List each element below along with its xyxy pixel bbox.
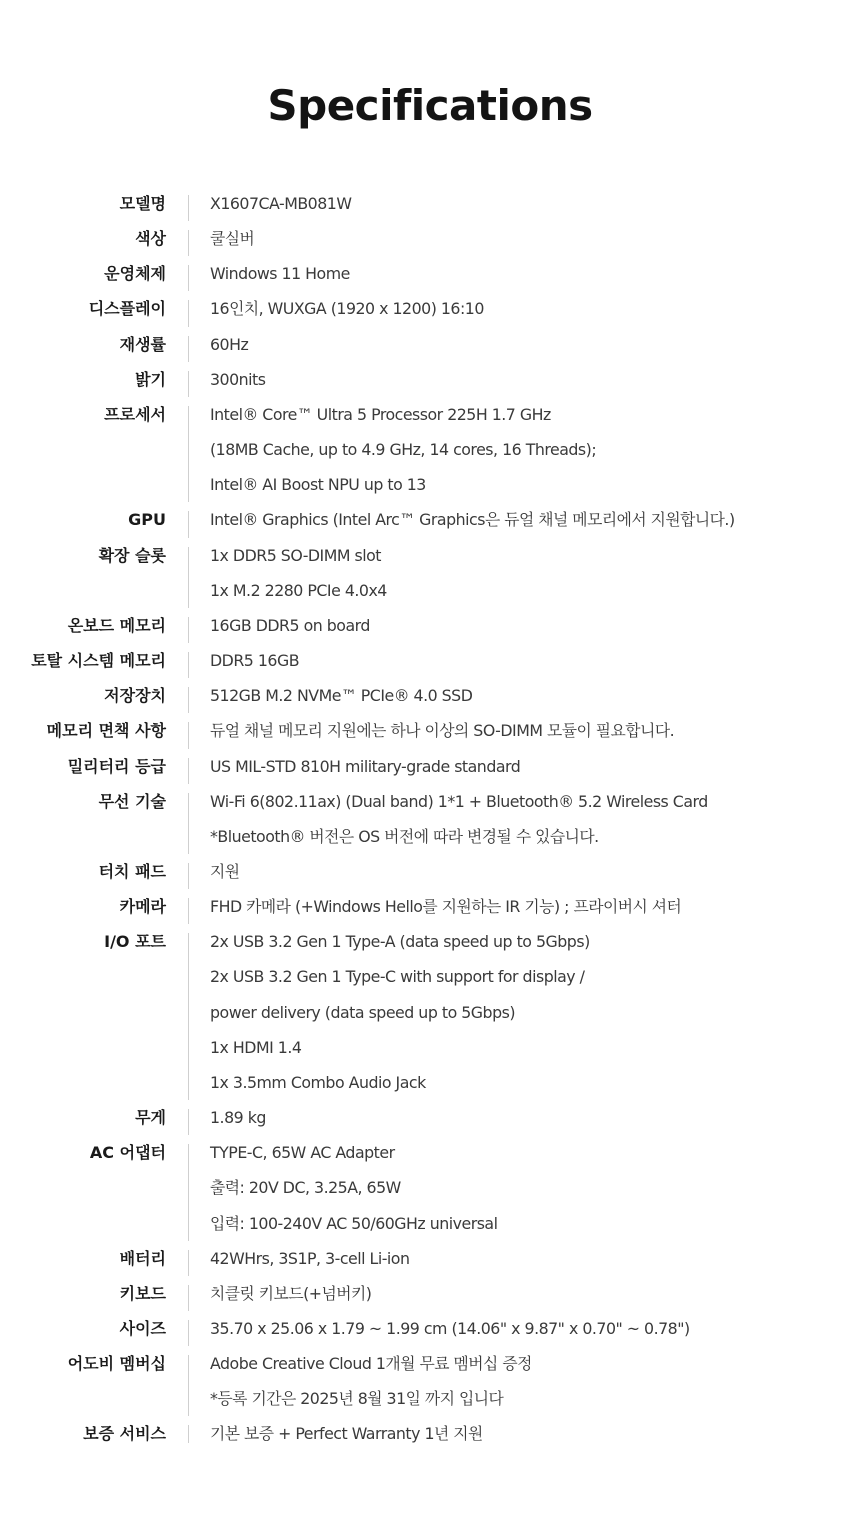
spec-row xyxy=(0,784,860,854)
spec-divider xyxy=(188,336,189,362)
spec-values xyxy=(210,538,860,608)
spec-values xyxy=(210,924,860,1100)
spec-divider xyxy=(188,265,189,291)
spec-row xyxy=(0,362,860,397)
spec-values xyxy=(210,854,860,889)
spec-row xyxy=(0,1346,860,1416)
spec-values xyxy=(210,784,860,854)
page-title: Specifications xyxy=(267,81,593,130)
spec-label: 재생률 xyxy=(119,334,166,354)
spec-value: 300nits xyxy=(210,369,266,389)
spec-value: FHD 카메라 (+Windows Hello를 지원하는 IR 기능) ; 프라이버시 셔터 xyxy=(210,897,682,917)
spec-value: 1x HDMI 1.4 xyxy=(210,1037,302,1057)
spec-label: 밝기 xyxy=(135,369,166,389)
spec-divider xyxy=(188,1144,189,1240)
spec-value: 듀얼 채널 메모리 지원에는 하나 이상의 SO-DIMM 모듈이 필요합니다. xyxy=(210,721,675,741)
spec-value: Intel® AI Boost NPU up to 13 xyxy=(210,475,426,495)
spec-row xyxy=(0,397,860,502)
spec-label: 사이즈 xyxy=(119,1319,166,1338)
spec-divider xyxy=(188,1250,189,1276)
spec-row xyxy=(0,327,860,362)
spec-label: 터치 패드 xyxy=(98,861,166,881)
spec-value: 지원 xyxy=(210,861,240,881)
spec-row xyxy=(0,1135,860,1240)
spec-label: 밀리터리 등급 xyxy=(67,756,166,776)
spec-label: 토탈 시스템 메모리 xyxy=(31,651,166,671)
spec-values xyxy=(210,1135,860,1240)
spec-values xyxy=(210,221,860,256)
spec-value: 35.70 x 25.06 x 1.79 ~ 1.99 cm (14.06" x 9.87" x 0.70" ~ 0.78") xyxy=(210,1319,690,1338)
spec-values xyxy=(210,502,860,537)
spec-row xyxy=(0,678,860,713)
spec-values xyxy=(210,889,860,924)
spec-values xyxy=(210,1346,860,1416)
spec-label: 보증 서비스 xyxy=(83,1424,166,1444)
spec-row xyxy=(0,924,860,1100)
spec-label: 운영체제 xyxy=(104,264,166,284)
spec-values xyxy=(210,1311,860,1346)
spec-divider xyxy=(188,511,189,537)
spec-row xyxy=(0,749,860,784)
spec-row xyxy=(0,538,860,608)
spec-value: 1x 3.5mm Combo Audio Jack xyxy=(210,1072,426,1092)
spec-divider xyxy=(188,300,189,326)
spec-label: 디스플레이 xyxy=(88,299,166,319)
spec-value: 기본 보증 + Perfect Warranty 1년 지원 xyxy=(210,1424,483,1444)
spec-divider xyxy=(188,1425,189,1442)
spec-row xyxy=(0,608,860,643)
spec-label: AC 어댑터 xyxy=(89,1143,166,1163)
spec-label: 프로세서 xyxy=(104,404,166,424)
spec-divider xyxy=(188,617,189,643)
spec-row xyxy=(0,1100,860,1135)
spec-label: 어도비 멤버십 xyxy=(67,1354,166,1374)
spec-value: Intel® Graphics (Intel Arc™ Graphics은 듀얼 채널 메모리에서 지원합니다.) xyxy=(210,510,735,530)
spec-divider xyxy=(188,1285,189,1311)
spec-row xyxy=(0,1416,860,1451)
spec-label: 카메라 xyxy=(119,897,166,917)
spec-divider xyxy=(188,406,189,502)
spec-values xyxy=(210,643,860,678)
spec-label: 저장장치 xyxy=(104,686,166,706)
spec-value: 2x USB 3.2 Gen 1 Type-C with support for display / xyxy=(210,967,585,987)
spec-value: X1607CA-MB081W xyxy=(210,194,352,213)
spec-row xyxy=(0,1311,860,1346)
spec-divider xyxy=(188,547,189,608)
spec-label: 무게 xyxy=(135,1108,166,1128)
spec-value: TYPE-C, 65W AC Adapter xyxy=(210,1143,395,1163)
spec-values xyxy=(210,327,860,362)
spec-label: 메모리 면책 사항 xyxy=(46,721,166,741)
spec-row xyxy=(0,713,860,748)
spec-row xyxy=(0,256,860,291)
spec-label: 확장 슬롯 xyxy=(98,545,166,565)
spec-value: (18MB Cache, up to 4.9 GHz, 14 cores, 16 Threads); xyxy=(210,440,597,460)
spec-label: 온보드 메모리 xyxy=(67,615,166,635)
spec-value: Wi-Fi 6(802.11ax) (Dual band) 1*1 + Bluetooth® 5.2 Wireless Card xyxy=(210,791,708,811)
spec-values xyxy=(210,256,860,291)
spec-value: 1x M.2 2280 PCIe 4.0x4 xyxy=(210,580,387,600)
spec-divider xyxy=(188,230,189,256)
spec-value: 16GB DDR5 on board xyxy=(210,615,370,635)
spec-value: Adobe Creative Cloud 1개월 무료 멤버십 증정 xyxy=(210,1354,532,1374)
spec-values xyxy=(210,397,860,502)
spec-values xyxy=(210,291,860,326)
spec-divider xyxy=(188,863,189,889)
spec-values xyxy=(210,1276,860,1311)
spec-values xyxy=(210,678,860,713)
spec-values xyxy=(210,186,860,221)
spec-label: 무선 기술 xyxy=(98,791,166,811)
spec-divider xyxy=(188,371,189,397)
spec-values xyxy=(210,608,860,643)
spec-label: 색상 xyxy=(135,229,166,249)
spec-value: 1.89 kg xyxy=(210,1108,266,1128)
spec-label: GPU xyxy=(128,510,166,530)
spec-divider xyxy=(188,1109,189,1135)
spec-value: 출력: 20V DC, 3.25A, 65W xyxy=(210,1178,401,1198)
spec-values xyxy=(210,1241,860,1276)
spec-divider xyxy=(188,195,189,221)
spec-row xyxy=(0,186,860,221)
spec-value: 1x DDR5 SO-DIMM slot xyxy=(210,545,381,565)
spec-row xyxy=(0,502,860,537)
spec-divider xyxy=(188,758,189,784)
spec-value: 512GB M.2 NVMe™ PCIe® 4.0 SSD xyxy=(210,686,473,706)
spec-value: 16인치, WUXGA (1920 x 1200) 16:10 xyxy=(210,299,484,319)
spec-values xyxy=(210,1100,860,1135)
spec-value: 입력: 100-240V AC 50/60GHz universal xyxy=(210,1213,498,1233)
spec-value: power delivery (data speed up to 5Gbps) xyxy=(210,1002,515,1022)
spec-table xyxy=(0,186,860,1452)
spec-divider xyxy=(188,1355,189,1416)
spec-row xyxy=(0,291,860,326)
spec-divider xyxy=(188,1320,189,1346)
spec-row xyxy=(0,221,860,256)
spec-divider xyxy=(188,652,189,678)
spec-value: *Bluetooth® 버전은 OS 버전에 따라 변경될 수 있습니다. xyxy=(210,826,599,846)
spec-value: Intel® Core™ Ultra 5 Processor 225H 1.7 GHz xyxy=(210,404,551,424)
spec-row xyxy=(0,889,860,924)
spec-divider xyxy=(188,898,189,924)
spec-label: 모델명 xyxy=(119,194,166,213)
spec-value: *등록 기간은 2025년 8월 31일 까지 입니다 xyxy=(210,1389,504,1409)
spec-values xyxy=(210,1416,860,1451)
spec-divider xyxy=(188,687,189,713)
spec-divider xyxy=(188,933,189,1100)
spec-label: 배터리 xyxy=(119,1248,166,1268)
spec-values xyxy=(210,713,860,748)
spec-value: US MIL-STD 810H military-grade standard xyxy=(210,756,521,776)
spec-value: 쿨실버 xyxy=(210,229,255,249)
spec-values xyxy=(210,749,860,784)
spec-values xyxy=(210,362,860,397)
spec-value: DDR5 16GB xyxy=(210,651,300,671)
spec-value: Windows 11 Home xyxy=(210,264,350,284)
spec-value: 2x USB 3.2 Gen 1 Type-A (data speed up to 5Gbps) xyxy=(210,932,590,952)
spec-divider xyxy=(188,722,189,748)
spec-label: 키보드 xyxy=(119,1283,166,1303)
spec-divider xyxy=(188,793,189,854)
spec-value: 42WHrs, 3S1P, 3-cell Li-ion xyxy=(210,1248,410,1268)
spec-row xyxy=(0,1276,860,1311)
spec-value: 60Hz xyxy=(210,334,249,354)
spec-row xyxy=(0,643,860,678)
spec-label: I/O 포트 xyxy=(104,932,166,952)
spec-value: 치클릿 키보드(+넘버키) xyxy=(210,1283,372,1303)
spec-row xyxy=(0,1241,860,1276)
spec-row xyxy=(0,854,860,889)
